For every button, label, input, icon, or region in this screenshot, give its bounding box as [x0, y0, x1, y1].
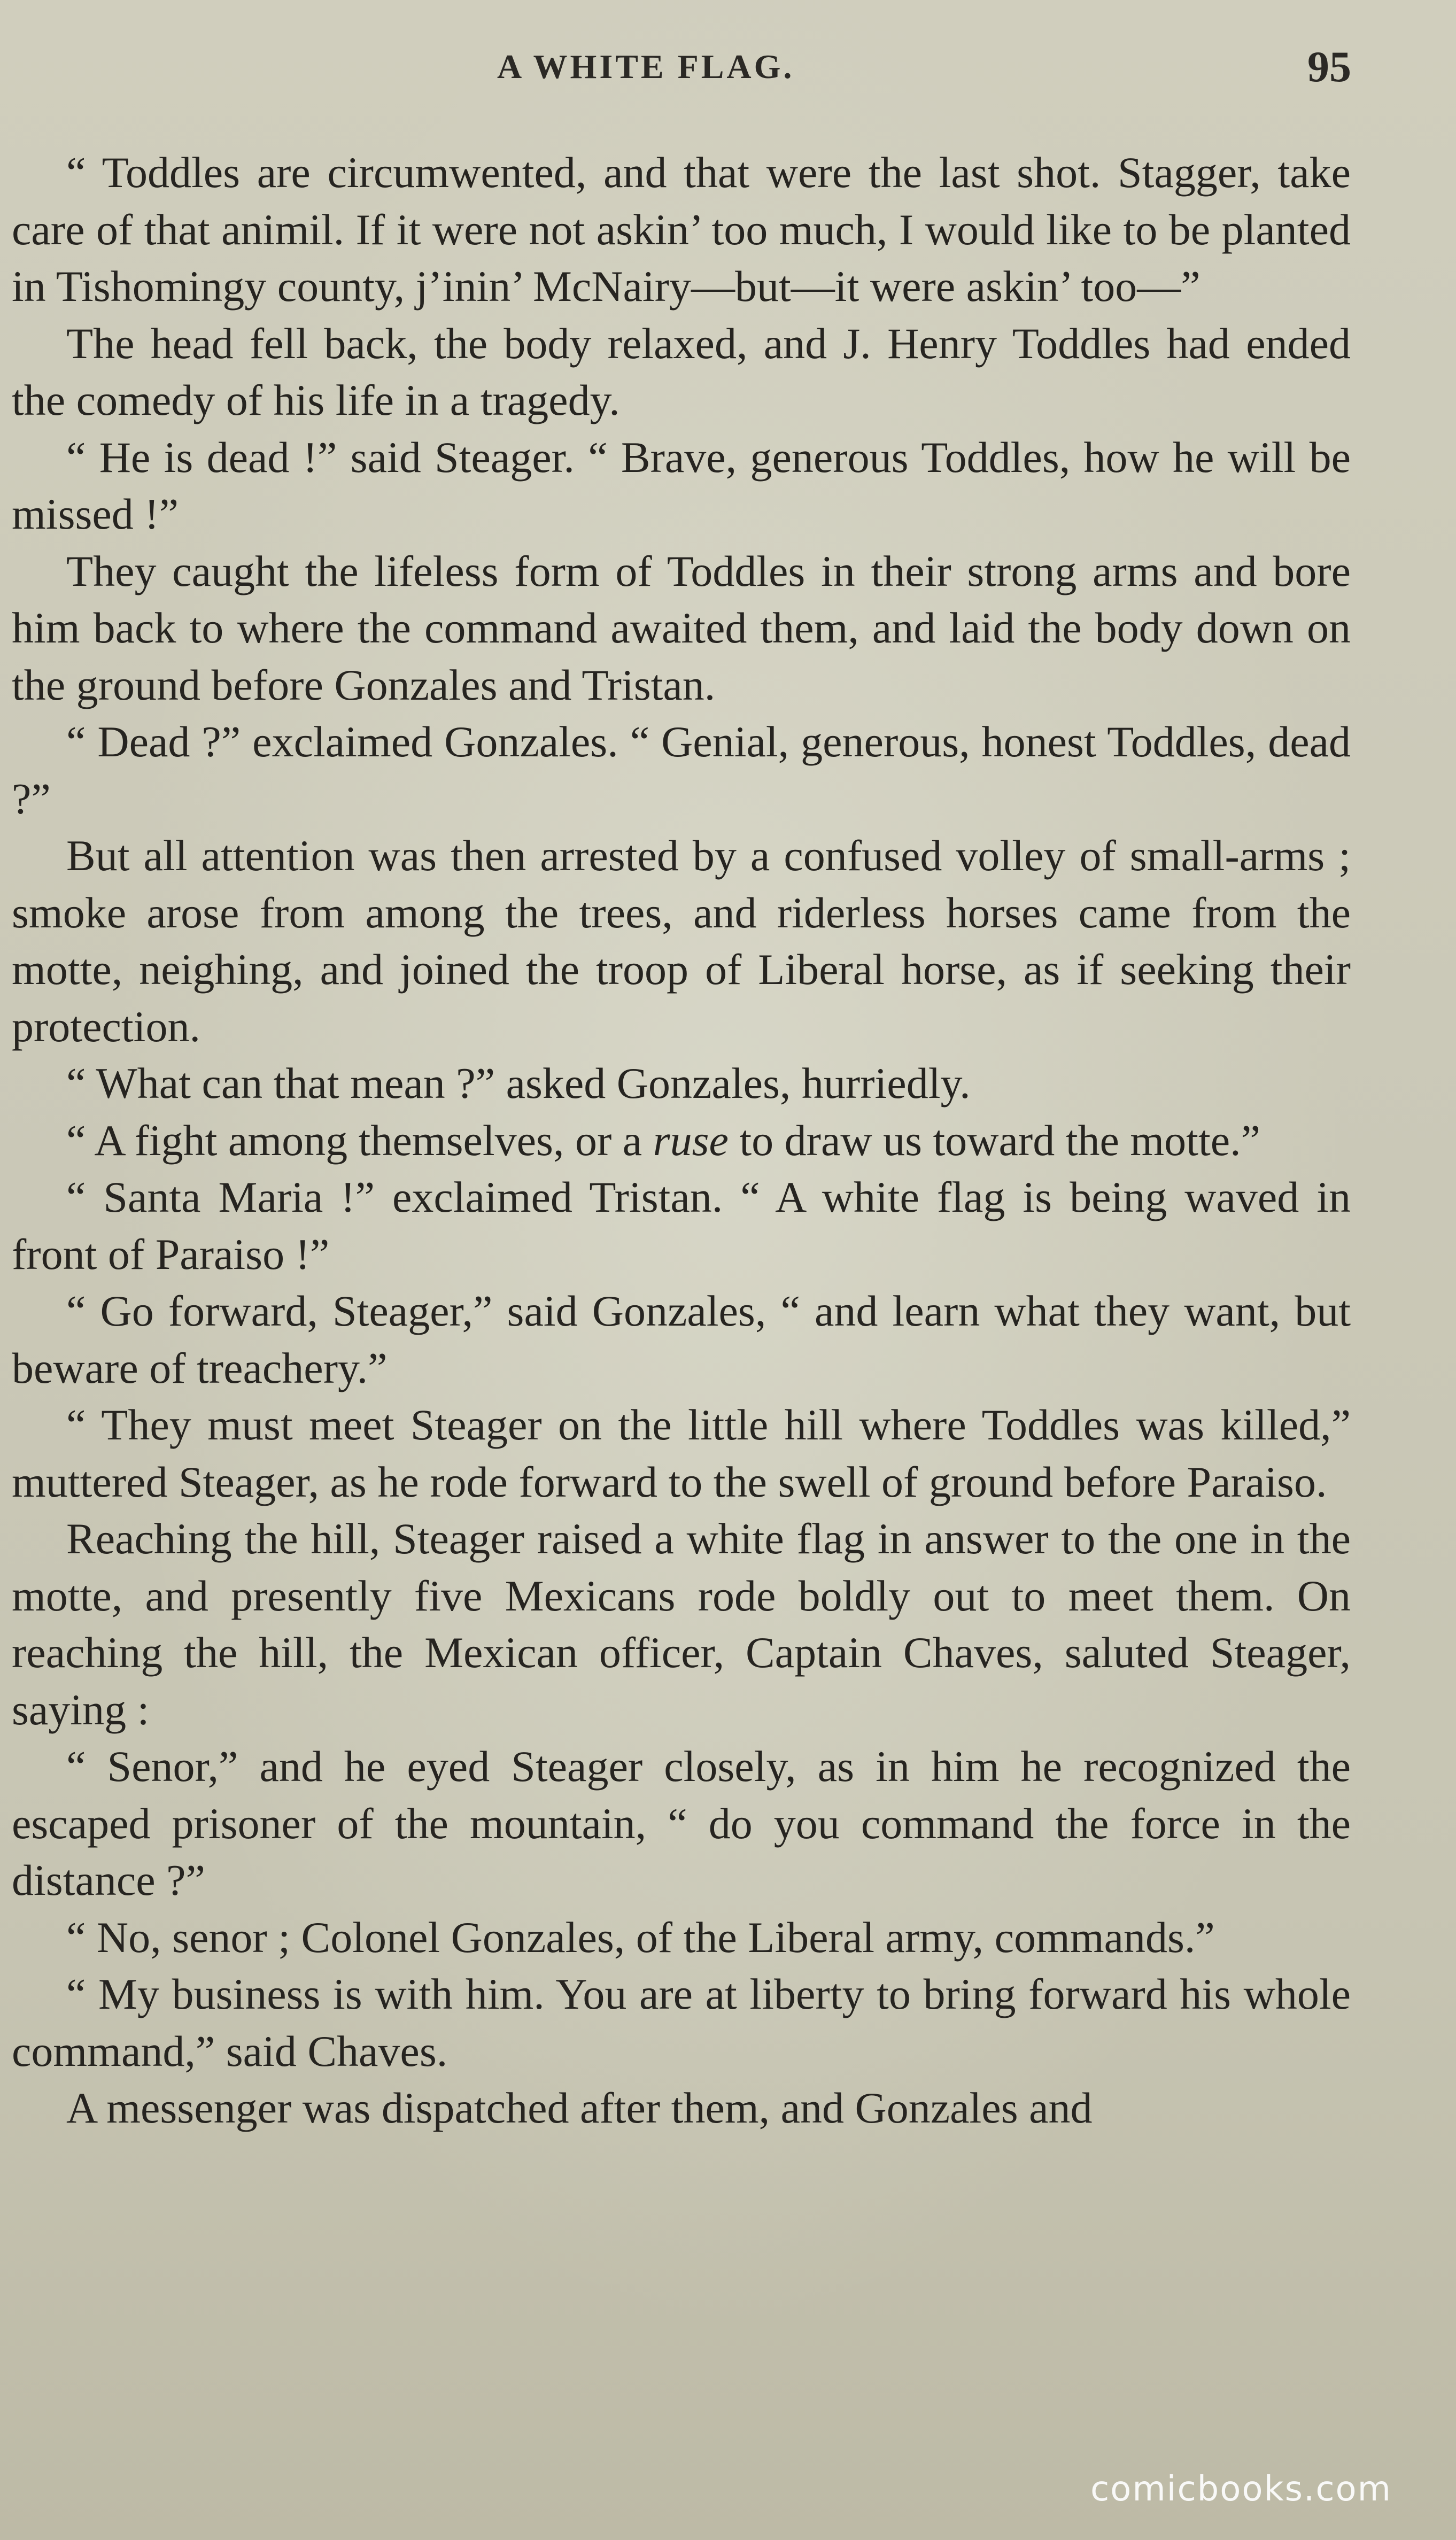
paragraph: “ Senor,” and he eyed Steager closely, as in him he recognized the escaped prisoner of the mountain, “ do you command the force in the distance ?” [12, 1742, 1351, 1904]
paragraph: “ My business is with him. You are at liberty to bring forward his whole command,” said Chaves. [12, 1970, 1351, 2076]
paragraph-text: “ A fight among themselves, or a [66, 1116, 653, 1165]
paragraph-text: to draw us toward the motte.” [728, 1116, 1261, 1165]
body-text [12, 144, 1351, 2137]
paragraph: A messenger was dispatched after them, and Gonzales and [66, 2084, 1093, 2132]
paragraph: “ He is dead !” said Steager. “ Brave, generous Toddles, how he will be missed !” [12, 432, 1351, 538]
italic-word: ruse [653, 1116, 729, 1165]
page-number: 95 [1307, 42, 1351, 91]
watermark: comicbooks.com [1090, 2469, 1392, 2509]
paragraph: “ Go forward, Steager,” said Gonzales, “ and learn what they want, but beware of treachery.” [12, 1287, 1351, 1392]
running-title: A WHITE FLAG. [497, 48, 795, 86]
paragraph: But all attention was then arrested by a confused volley of small-arms ; smoke arose from among the trees, and riderless horses came from the motte, neighing, and joined the troop of Liberal horse, as if seeking their protection. [12, 831, 1351, 1051]
paragraph: They caught the lifeless form of Toddles in their strong arms and bore him back to where the command awaited them, and laid the body down on the ground before Gonzales and Tristan. [12, 546, 1351, 709]
paragraph: “ Dead ?” exclaimed Gonzales. “ Genial, generous, honest Toddles, dead ?” [12, 717, 1351, 823]
paragraph: “ What can that mean ?” asked Gonzales, hurriedly. [66, 1059, 971, 1108]
paragraph: The head fell back, the body relaxed, and J. Henry Toddles had ended the comedy of his life in a tragedy. [12, 319, 1351, 424]
paragraph: “ Santa Maria !” exclaimed Tristan. “ A white flag is being waved in front of Paraiso !” [12, 1173, 1351, 1279]
paragraph: “ No, senor ; Colonel Gonzales, of the Liberal army, commands.” [66, 1912, 1215, 1962]
paragraph: Reaching the hill, Steager raised a white flag in answer to the one in the motte, and presently five Mexicans rode boldly out to meet them. On reaching the hill, the Mexican officer, Captain Chaves, saluted Steager, saying : [12, 1514, 1351, 1734]
paragraph [12, 1112, 1351, 1170]
paragraph: “ Toddles are circumwented, and that were the last shot. Stagger, take care of that animil. If it were not askin’ too much, I would like to be planted in Tishomingy county, j’inin’ McNairy—but—it were askin’ too—” [12, 148, 1351, 311]
page-header [0, 42, 1456, 90]
paragraph: “ They must meet Steager on the little hill where Toddles was killed,” muttered Steager, as he rode forward to the swell of ground before Paraiso. [12, 1400, 1351, 1506]
